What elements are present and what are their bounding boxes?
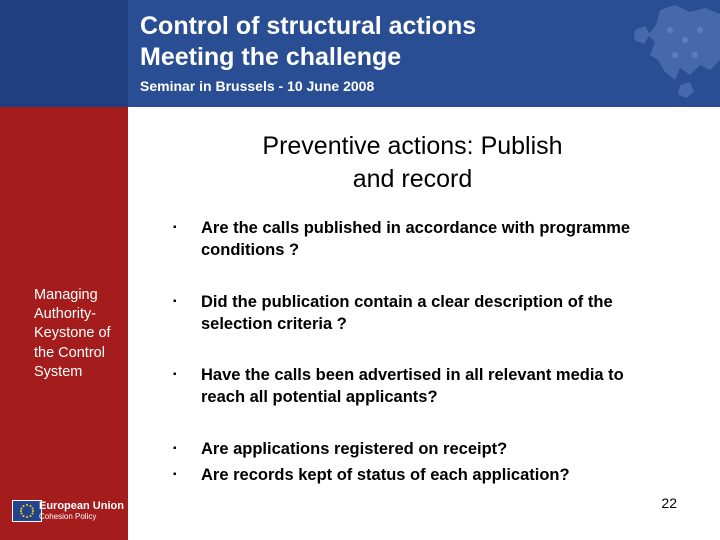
bullet-marker: ▪	[173, 222, 177, 233]
eu-logo-subtitle: Cohesion Policy	[39, 512, 97, 521]
eu-cohesion-logo	[12, 499, 124, 523]
header-left-stripe	[0, 0, 128, 107]
bullet-marker: ▪	[173, 296, 177, 307]
bullet-text: Did the publication contain a clear description of the selection criteria ?	[201, 293, 613, 333]
bullet-marker: ▪	[173, 369, 177, 380]
bullet-marker: ▪	[173, 469, 177, 480]
bullet-text: Are applications registered on receipt?	[201, 440, 508, 458]
header-title-line2: Meeting the challenge	[140, 43, 402, 71]
slide-header	[0, 0, 720, 107]
header-title-line1: Control of structural actions	[140, 12, 477, 40]
bullet-marker: ▪	[173, 443, 177, 454]
bullet-text: Have the calls been advertised in all relevant media to reach all potential applicants?	[201, 366, 624, 406]
eu-logo-name: European Union	[39, 500, 124, 512]
header-seminar-line: Seminar in Brussels - 10 June 2008	[140, 78, 375, 94]
bullet-text: Are records kept of status of each application?	[201, 466, 570, 484]
bullet-text: Are the calls published in accordance with programme conditions ?	[201, 219, 631, 259]
bullet-item	[173, 464, 663, 486]
bullet-item	[173, 438, 663, 460]
page-number: 22	[661, 495, 677, 511]
europe-map-icon	[620, 0, 720, 107]
eu-flag-icon	[12, 500, 42, 522]
bullet-item	[173, 364, 663, 408]
slide-heading: Preventive actions: Publish and record	[262, 132, 563, 193]
bullet-item	[173, 291, 663, 335]
sidebar-text: Managing Authority-Keystone of the Control System	[34, 287, 111, 380]
bullet-item	[173, 217, 663, 261]
